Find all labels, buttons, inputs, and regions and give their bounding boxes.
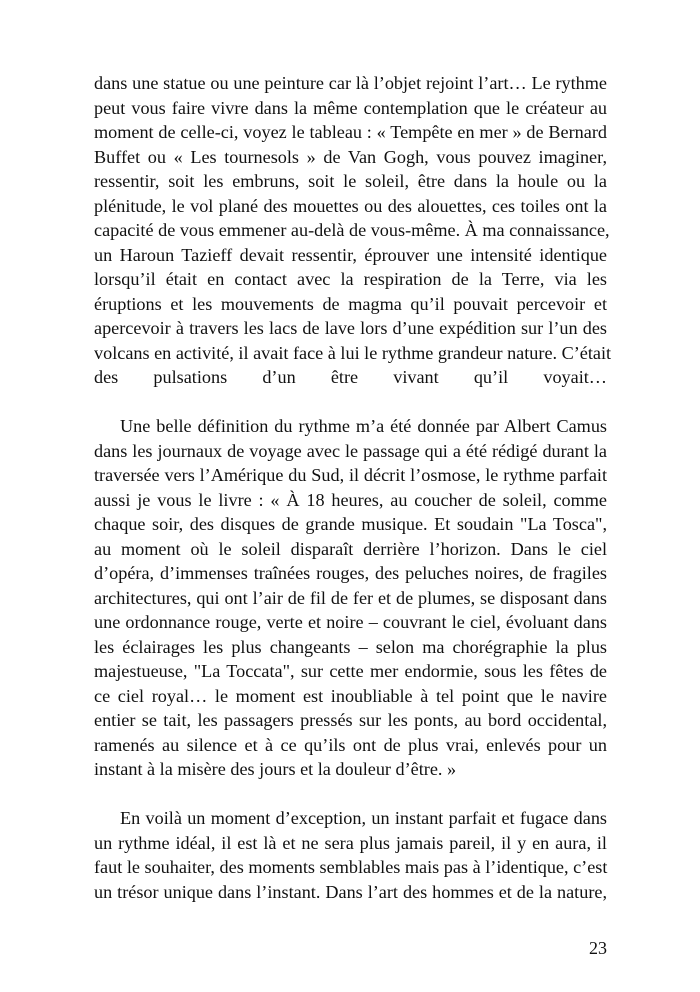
- text-line: des pulsations d’un être vivant qu’il voyait…: [94, 367, 607, 387]
- text-line: une ordonnance rouge, verte et noire – couvrant le ciel, évoluant dans: [94, 612, 607, 632]
- text-line: apercevoir à travers les lacs de lave lors d’une expédition sur l’un des: [94, 318, 607, 338]
- text-line: ressentir, soit les embruns, soit le soleil, être dans la houle ou la: [94, 171, 607, 191]
- text-line: faut le souhaiter, des moments semblables mais pas à l’identique, c’est: [94, 857, 608, 877]
- text-line: ramenés au silence et à ce qu’ils ont de plus vrai, enlevés pour un: [94, 734, 607, 755]
- text-line: peut vous faire vivre dans la même contemplation que le créateur au: [94, 97, 607, 118]
- text-line: un trésor unique dans l’instant. Dans l’art des hommes et de la nature,: [94, 881, 607, 902]
- text-line: Buffet ou « Les tournesols » de Van Gogh, vous pouvez imaginer,: [94, 146, 607, 167]
- text-line: au moment où le soleil disparaît derrière l’horizon. Dans le ciel: [94, 538, 607, 559]
- text-line: dans une statue ou une peinture car là l’objet rejoint l’art… Le rythme: [94, 73, 607, 93]
- text-line: instant à la misère des jours et la douleur d’être. »: [94, 759, 457, 779]
- text-line: ce ciel royal… le moment est inoubliable à tel point que le navire: [94, 685, 607, 706]
- text-line: chaque soir, des disques de grande musique. Et soudain "La Tosca",: [94, 514, 607, 534]
- text-line: dans les journaux de voyage avec le passage qui a été rédigé durant la: [94, 440, 607, 461]
- text-line: aussi je vous le livre : « À 18 heures, au coucher de soleil, comme: [94, 489, 607, 510]
- text-line: plénitude, le vol plané des mouettes ou des alouettes, ces toiles ont la: [94, 195, 607, 216]
- paragraph: [94, 414, 607, 782]
- text-line: capacité de vous emmener au-delà de vous-même. À ma connaissance,: [94, 220, 610, 240]
- page-body: [94, 71, 612, 929]
- text-line: un Haroun Tazieff devait ressentir, éprouver une intensité identique: [94, 244, 607, 265]
- paragraph: [94, 806, 607, 904]
- text-line: entier se tait, les passagers pressés sur les ponts, au bord occidental,: [94, 710, 607, 730]
- text-line: un rythme idéal, il est là et ne sera plus jamais pareil, il y en aura, il: [94, 832, 607, 853]
- text-line: les éclairages les plus changeants – selon ma chorégraphie la plus: [94, 636, 607, 657]
- text-line: traversée vers l’Amérique du Sud, il décrit l’osmose, le rythme parfait: [94, 465, 607, 485]
- text-line: Une belle définition du rythme m’a été donnée par Albert Camus: [120, 416, 607, 436]
- text-line: moment de celle-ci, voyez le tableau : « Tempête en mer » de Bernard: [94, 122, 607, 142]
- text-line: architectures, qui ont l’air de fil de fer et de plumes, se disposant dans: [94, 587, 607, 608]
- page-number: 23: [589, 938, 607, 958]
- text-line: majestueuse, "La Toccata", sur cette mer endormie, sous les fêtes de: [94, 661, 607, 681]
- text-line: d’opéra, d’immenses traînées rouges, des peluches noires, de fragiles: [94, 563, 607, 583]
- text-line: En voilà un moment d’exception, un instant parfait et fugace dans: [120, 808, 607, 828]
- paragraph: [94, 71, 612, 390]
- text-line: lorsqu’il était en contact avec la respiration de la Terre, via les: [94, 269, 607, 289]
- text-line: volcans en activité, il avait face à lui le rythme grandeur nature. C’était: [94, 342, 612, 363]
- text-line: éruptions et les mouvements de magma qu’il pouvait percevoir et: [94, 293, 607, 314]
